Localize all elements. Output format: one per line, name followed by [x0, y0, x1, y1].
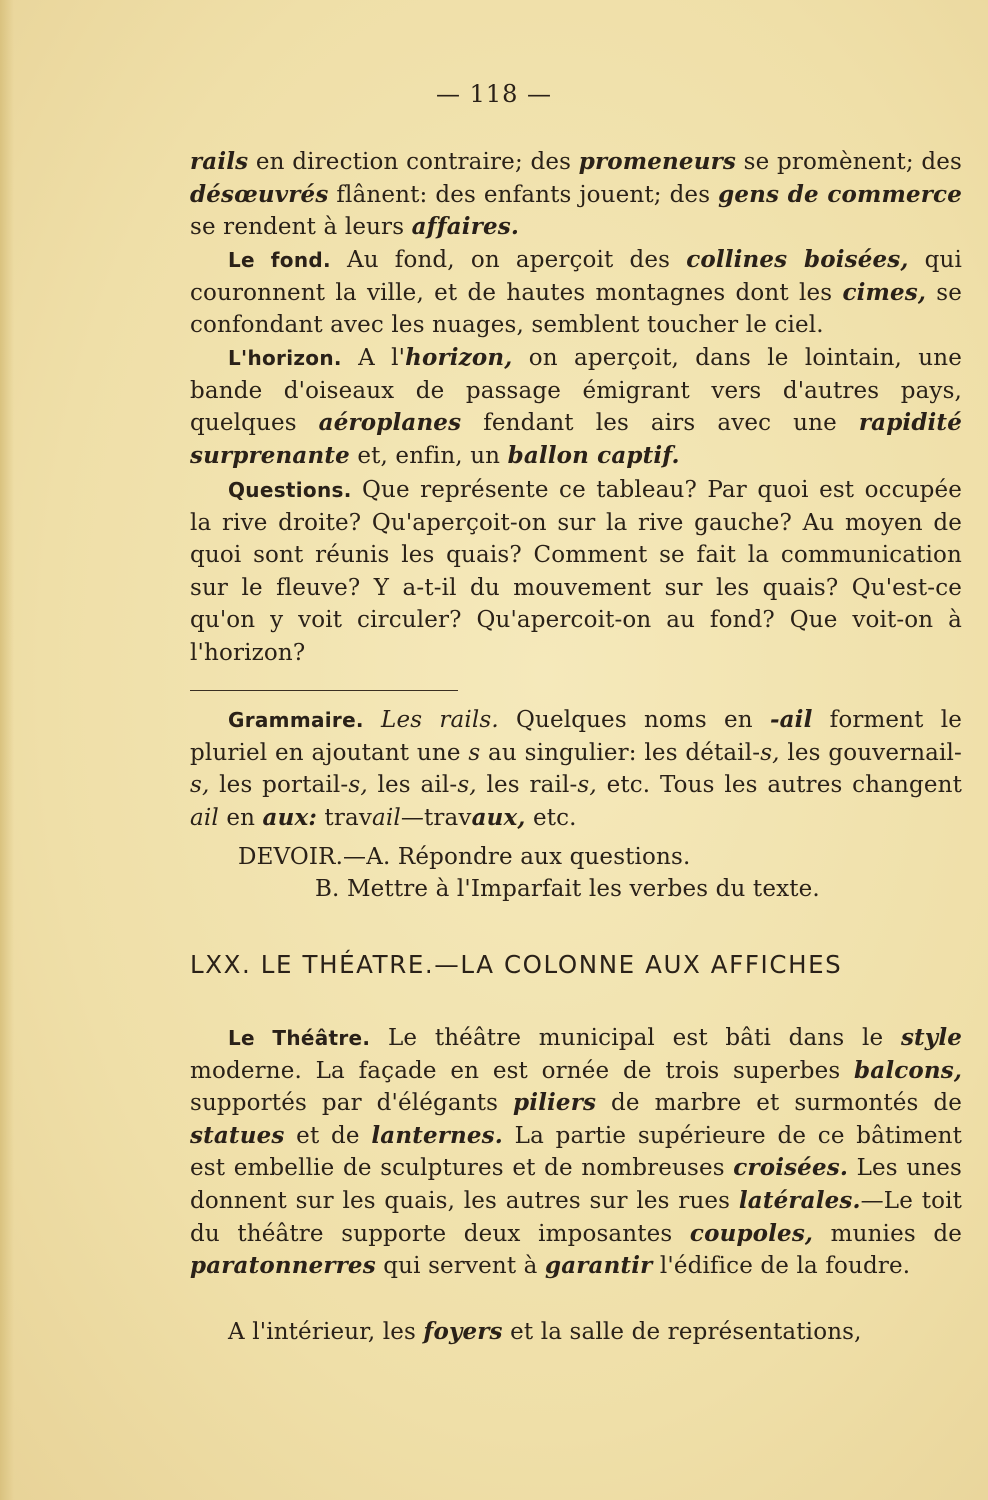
- section-heading: Questions.: [228, 478, 352, 502]
- text-run: et de: [284, 1122, 372, 1149]
- text-run: et, enfin, un: [349, 442, 508, 469]
- text-run: les rail-: [476, 772, 578, 799]
- paragraph-interieur: [190, 1316, 962, 1349]
- keyword: aux,: [471, 803, 526, 831]
- text-run: Que représente ce tableau? Par quoi est occupée la rive droite? Qu'aperçoit-on sur la rive gauche? Au moyen de quoi sont réunis les quais? Comment se fait la communication sur le fleuve? Y a-t-il du mouvement sur les quais? Qu'est-ce qu'on y voit circuler? Qu'apercoit-on au fond? Que voit-on à l'horizon?: [190, 477, 962, 666]
- text-run: supportés par d'élégants: [190, 1090, 514, 1117]
- keyword: style: [900, 1024, 962, 1051]
- text-run: de marbre et surmontés de: [596, 1090, 963, 1117]
- text-run: se confondant avec les nuages, semblent toucher le ciel.: [190, 279, 962, 339]
- text-run: A l': [341, 345, 406, 371]
- text-run: munies de: [813, 1220, 962, 1247]
- keyword: s,: [457, 772, 477, 799]
- keyword: balcons,: [854, 1056, 962, 1084]
- text-run: se promènent; des: [735, 149, 963, 175]
- keyword: s,: [190, 772, 210, 799]
- text-run: etc.: [525, 804, 577, 831]
- keyword: aux:: [262, 803, 317, 831]
- text-run: et la salle de représentations,: [502, 1319, 862, 1345]
- text-run: en: [218, 804, 263, 831]
- text-run: Quelques noms en: [498, 707, 770, 733]
- keyword: ail: [190, 804, 219, 831]
- keyword: croisées.: [733, 1154, 849, 1182]
- text-run: qui couronnent la ville, et de hautes montagnes dont les: [190, 247, 962, 306]
- text-run: fendant les airs avec une: [461, 410, 859, 437]
- section-heading: L'horizon.: [228, 346, 342, 370]
- keyword: piliers: [513, 1089, 597, 1117]
- devoir-a: DEVOIR.—A. Répondre aux questions.: [238, 844, 691, 870]
- text-run: au singulier: les détail-: [480, 739, 761, 766]
- keyword: ail: [371, 804, 401, 831]
- paragraph-rails: [190, 146, 962, 244]
- keyword: garantir: [545, 1252, 653, 1280]
- text-run: —Le toit du théâtre supporte deux imposantes: [190, 1187, 962, 1247]
- keyword: cimes,: [842, 278, 927, 306]
- keyword: gens de commerce: [718, 180, 962, 208]
- keyword: coupoles,: [689, 1219, 814, 1247]
- keyword: foyers: [423, 1318, 503, 1345]
- keyword: s,: [348, 772, 368, 799]
- keyword: aéroplanes: [318, 409, 462, 437]
- section-heading: Grammaire.: [228, 708, 364, 732]
- page-edge-shadow: [0, 0, 14, 1500]
- keyword: rapidité surprenante: [190, 409, 962, 469]
- text-run: flânent: des enfants jouent; des: [328, 181, 719, 208]
- page-number: — 118 —: [435, 80, 553, 108]
- chapter-title: LXX. LE THÉATRE.—LA COLONNE AUX AFFICHES: [190, 950, 843, 979]
- section-heading: Le fond.: [228, 248, 331, 272]
- text-run: Le théâtre municipal est bâti dans le: [370, 1025, 901, 1051]
- text-run: se rendent à leurs: [190, 214, 412, 241]
- devoir-b: B. Mettre à l'Imparfait les verbes du texte.: [315, 876, 820, 902]
- text-run: —trav: [400, 804, 472, 831]
- text-run: trav: [316, 804, 372, 831]
- section-divider: [190, 690, 458, 691]
- keyword: Les rails.: [381, 707, 499, 733]
- keyword: lanternes.: [371, 1121, 503, 1149]
- keyword: s,: [760, 739, 780, 766]
- keyword: paratonnerres: [190, 1252, 376, 1280]
- keyword: ballon captif.: [507, 441, 680, 469]
- keyword: promeneurs: [578, 148, 736, 175]
- paragraph-grammaire: [190, 704, 962, 834]
- section-heading: Le Théâtre.: [228, 1026, 371, 1050]
- text-run: les gouvernail-: [779, 739, 962, 766]
- keyword: désœuvrés: [190, 180, 329, 208]
- text-run: moderne. La façade en est ornée de trois superbes: [190, 1057, 855, 1084]
- paragraph-le-fond: [190, 244, 962, 342]
- text-run: etc. Tous les autres changent: [596, 772, 962, 799]
- keyword: s,: [577, 772, 597, 799]
- paragraph-theatre: [190, 1022, 962, 1283]
- text-run: A l'intérieur, les: [228, 1319, 424, 1345]
- keyword: horizon,: [405, 344, 513, 371]
- keyword: affaires.: [411, 213, 519, 241]
- keyword: rails: [190, 148, 249, 175]
- text-run: les ail-: [367, 772, 458, 799]
- paragraph-horizon: [190, 342, 962, 472]
- text-run: on aperçoit, dans le lointain, une bande d'oiseaux de passage émigrant vers d'autres pays, quelques: [190, 345, 962, 437]
- text-run: Les unes donnent sur les quais, les autres sur les rues: [190, 1155, 963, 1214]
- text-run: forment le pluriel en ajoutant une: [190, 707, 962, 766]
- keyword: statues: [190, 1121, 285, 1149]
- keyword: latérales.: [738, 1186, 861, 1214]
- text-run: La partie supérieure de ce bâtiment est embellie de sculptures et de nombreuses: [190, 1122, 963, 1182]
- text-run: qui servent à: [375, 1253, 545, 1280]
- keyword: s: [468, 739, 481, 766]
- text-run: les portail-: [209, 772, 349, 799]
- keyword: collines boisées,: [686, 246, 909, 273]
- keyword: -ail: [769, 706, 813, 733]
- text-run: Au fond, on aperçoit des: [330, 247, 687, 273]
- paragraph-questions: [190, 474, 962, 670]
- text-run: l'édifice de la foudre.: [652, 1253, 911, 1280]
- text-run: en direction contraire; des: [248, 149, 579, 175]
